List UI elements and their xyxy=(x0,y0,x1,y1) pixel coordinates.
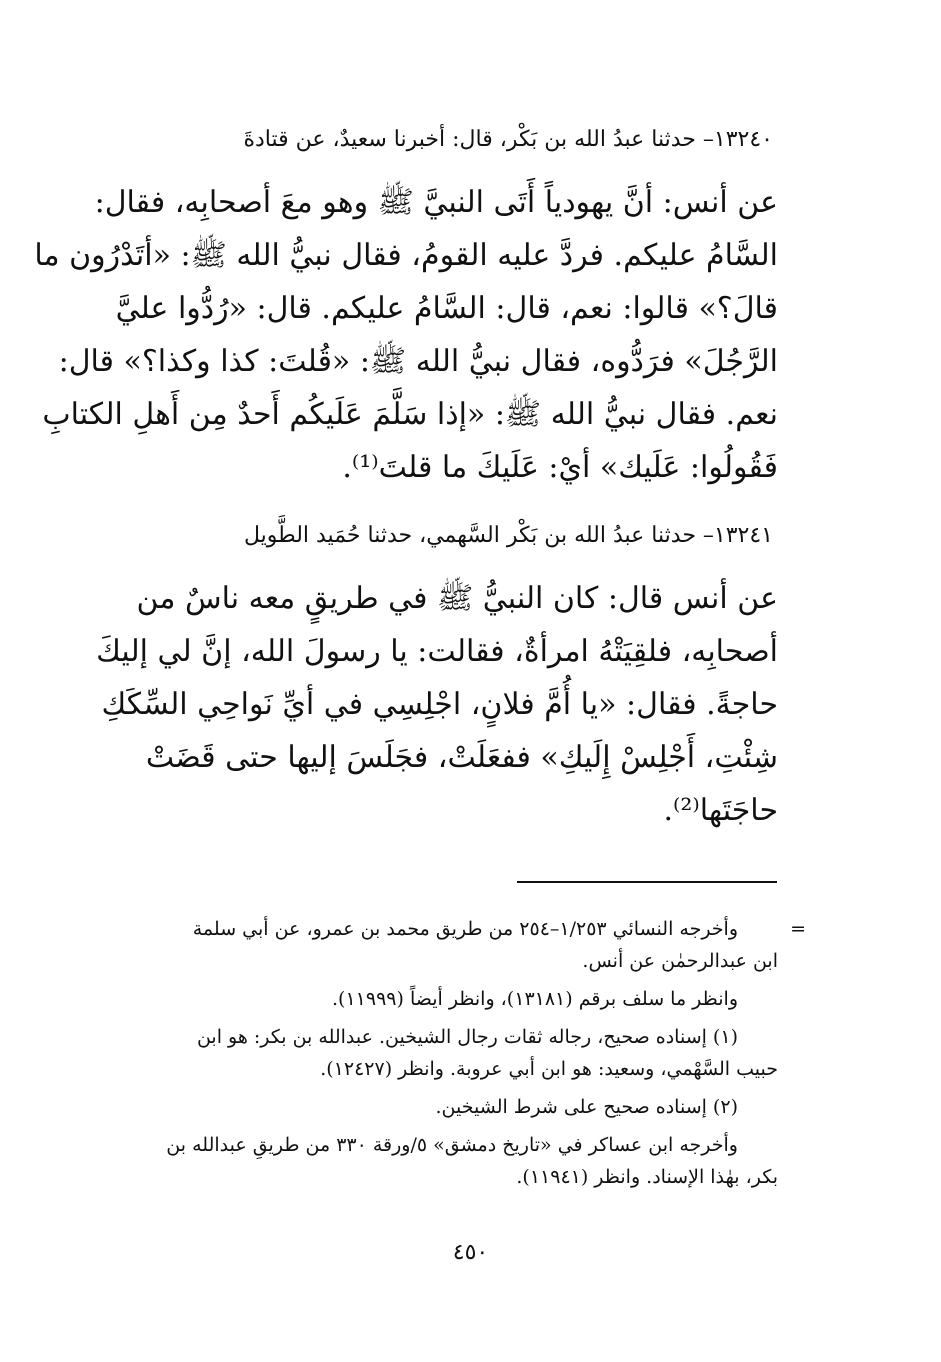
hadith-text-13240 xyxy=(34,176,778,494)
footnote-line: (٢) إسناده صحيح على شرط الشيخين. xyxy=(435,1096,738,1118)
hadith-heading-13241: ١٣٢٤١– حدثنا عبدُ الله بن بَكْر السَّهمي، حدثنا حُمَيد الطَّويل xyxy=(244,523,773,548)
footnote-item xyxy=(78,983,778,1015)
hadith-line: حاجةً. فقال: «يا أُمَّ فلانٍ، اجْلِسِي في أيِّ نَواحِي السِّكَكِ xyxy=(101,687,778,722)
hadith-line: عن أنس: أنَّ يهودياً أَتَى النبيَّ ﷺ وهو معَ أصحابِه، فقال: xyxy=(94,185,778,220)
footnote-line: وأخرجه النسائي ١/٢٥٣–٢٥٤ من طريق محمد بن عمرو، عن أبي سلمة xyxy=(192,918,738,940)
footnote-line: وانظر ما سلف برقم (١٣١٨١)، وانظر أيضاً (١١٩٩٩). xyxy=(332,988,738,1010)
hadith-line: عن أنس قال: كان النبيُّ ﷺ في طريقٍ معه ناسٌ من xyxy=(136,581,778,616)
footnote-line: (١) إسناده صحيح، رجاله ثقات رجال الشيخين. عبدالله بن بكر: هو ابن xyxy=(196,1026,738,1048)
footnote-line: ابن عبدالرحمٰن عن أنس. xyxy=(582,950,778,972)
footnote-item xyxy=(78,1021,778,1085)
footnote-line: بكر، بهٰذا الإسناد. وانظر (١١٩٤١). xyxy=(516,1166,778,1188)
hadith-heading-13240: ١٣٢٤٠– حدثنا عبدُ الله بن بَكْر، قال: أخبرنا سعيدٌ، عن قتادةَ xyxy=(243,127,773,152)
footnote-item xyxy=(78,1129,778,1193)
page-number: ٤٥٠ xyxy=(452,1240,489,1265)
footnote-item xyxy=(78,1091,778,1123)
hadith-line: السَّامُ عليكم. فردَّ عليه القومُ، فقال نبيُّ الله ﷺ: «أتَدْرُون ما xyxy=(34,238,778,273)
hadith-line: نعم. فقال نبيُّ الله ﷺ: «إذا سَلَّمَ عَلَيكُم أَحدٌ مِن أَهلِ الكتابِ xyxy=(42,397,778,432)
footnote-line: وأخرجه ابن عساكر في «تاريخ دمشق» ٥/ورقة ٣٣٠ من طريقِ عبدالله بن xyxy=(166,1134,738,1156)
hadith-line: قالَ؟» قالوا: نعم، قال: السَّامُ عليكم. قال: «رُدُّوا عليَّ xyxy=(115,291,778,326)
footnote-item xyxy=(78,913,806,977)
hadith-line: شِئْتِ، أَجْلِسْ إِلَيكِ» ففعَلَتْ، فجَلَسَ إليها حتى قَضَتْ xyxy=(145,740,778,775)
footnote-separator xyxy=(517,881,777,883)
hadith-line: حاجَتَها⁽²⁾. xyxy=(663,793,778,828)
hadith-line: فَقُولُوا: عَلَيك» أيْ: عَلَيكَ ما قلتَ⁽¹⁾. xyxy=(342,450,778,485)
hadith-line: أصحابِه، فلقِيَتْهُ امرأةٌ، فقالت: يا رسولَ الله، إنَّ لي إليكَ xyxy=(96,634,778,669)
footnote-line: حبيب السَّهْمي، وسعيد: هو ابن أبي عروبة. وانظر (١٢٤٢٧). xyxy=(320,1058,778,1080)
hadith-text-13241 xyxy=(72,572,778,837)
continuation-mark: = xyxy=(790,918,806,940)
hadith-line: الرَّجُلَ» فرَدُّوه، فقال نبيُّ الله ﷺ: «قُلتَ: كذا وكذا؟» قال: xyxy=(58,344,778,379)
footnotes xyxy=(78,913,806,1199)
